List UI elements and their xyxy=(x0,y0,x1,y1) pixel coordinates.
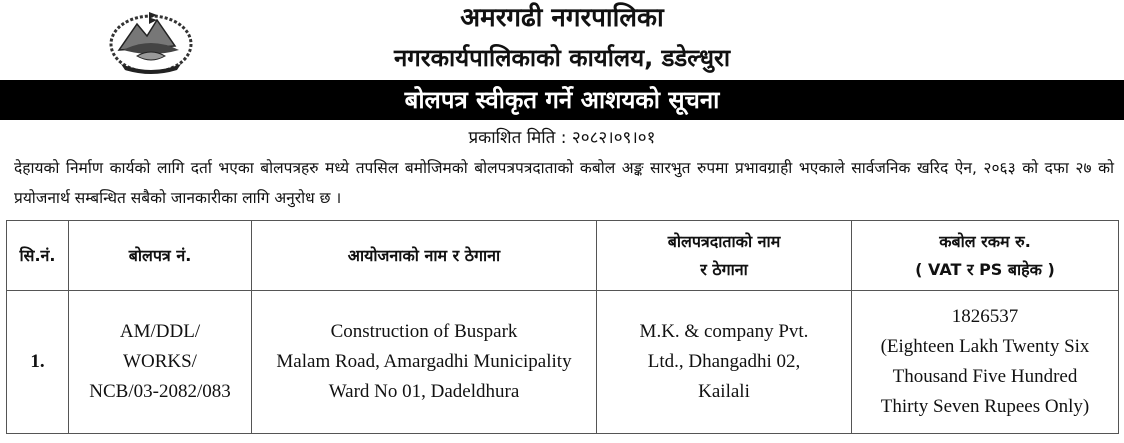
header-bidder-line2: र ठेगाना xyxy=(700,259,748,279)
org-name: अमरगढी नगरपालिका xyxy=(460,3,664,33)
bidder-line: Ltd., Dhangadhi 02, xyxy=(647,351,801,372)
bid-table xyxy=(6,220,1119,434)
bid-no-line: AM/DDL/ xyxy=(119,321,201,342)
table-row xyxy=(7,291,1119,434)
bidder-line: Kailali xyxy=(698,381,750,402)
header-sn: सि.नं. xyxy=(7,221,69,291)
amount-line: (Eighteen Lakh Twenty Six xyxy=(880,336,1090,357)
notice-title: बोलपत्र स्वीकृत गर्ने आशयको सूचना xyxy=(0,80,1124,120)
amount-line: Thirty Seven Rupees Only) xyxy=(880,396,1090,417)
row-amount xyxy=(852,291,1119,434)
table-header-row xyxy=(7,221,1119,291)
header-amount-line2: ( VAT र PS बाहेक ) xyxy=(915,259,1055,279)
bid-no-line: NCB/03-2082/083 xyxy=(89,381,231,402)
header-bidder xyxy=(597,221,852,291)
header-bid-no: बोलपत्र नं. xyxy=(69,221,252,291)
project-line: Malam Road, Amargadhi Municipality xyxy=(276,351,572,372)
row-bidder xyxy=(597,291,852,434)
row-project xyxy=(252,291,597,434)
header-amount-line1: कबोल रकम रु. xyxy=(939,231,1031,251)
header-bidder-line1: बोलपत्रदाताको नाम xyxy=(667,231,781,251)
published-date: प्रकाशित मिति : २०८२।०९।०१ xyxy=(468,128,656,148)
row-bid-no xyxy=(69,291,252,434)
amount-line: 1826537 xyxy=(951,306,1019,327)
bidder-line: M.K. & company Pvt. xyxy=(639,321,809,342)
office-name: नगरकार्यपालिकाको कार्यालय, डडेल्धुरा xyxy=(393,44,731,72)
project-line: Ward No 01, Dadeldhura xyxy=(328,381,520,402)
amount-line: Thousand Five Hundred xyxy=(892,366,1078,387)
bid-no-line: WORKS/ xyxy=(123,351,197,372)
row-sn: 1. xyxy=(7,291,69,434)
header-project: आयोजनाको नाम र ठेगाना xyxy=(252,221,597,291)
project-line: Construction of Buspark xyxy=(330,321,518,342)
header-amount xyxy=(852,221,1119,291)
notice-paragraph: देहायको निर्माण कार्यको लागि दर्ता भएका बोलपत्रहरु मध्ये तपसिल बमोजिमको बोलपत्रपत्रदाताको कबोल अङ्क सारभुत रुपमा प्रभावग्राही भएकाले सार्वजनिक खरिद ऐन, २०६३ को दफा २७ को प्रयोजनार्थ सम्बन्धित सबैको जानकारीका लागि अनुरोध छ । xyxy=(14,159,1114,207)
